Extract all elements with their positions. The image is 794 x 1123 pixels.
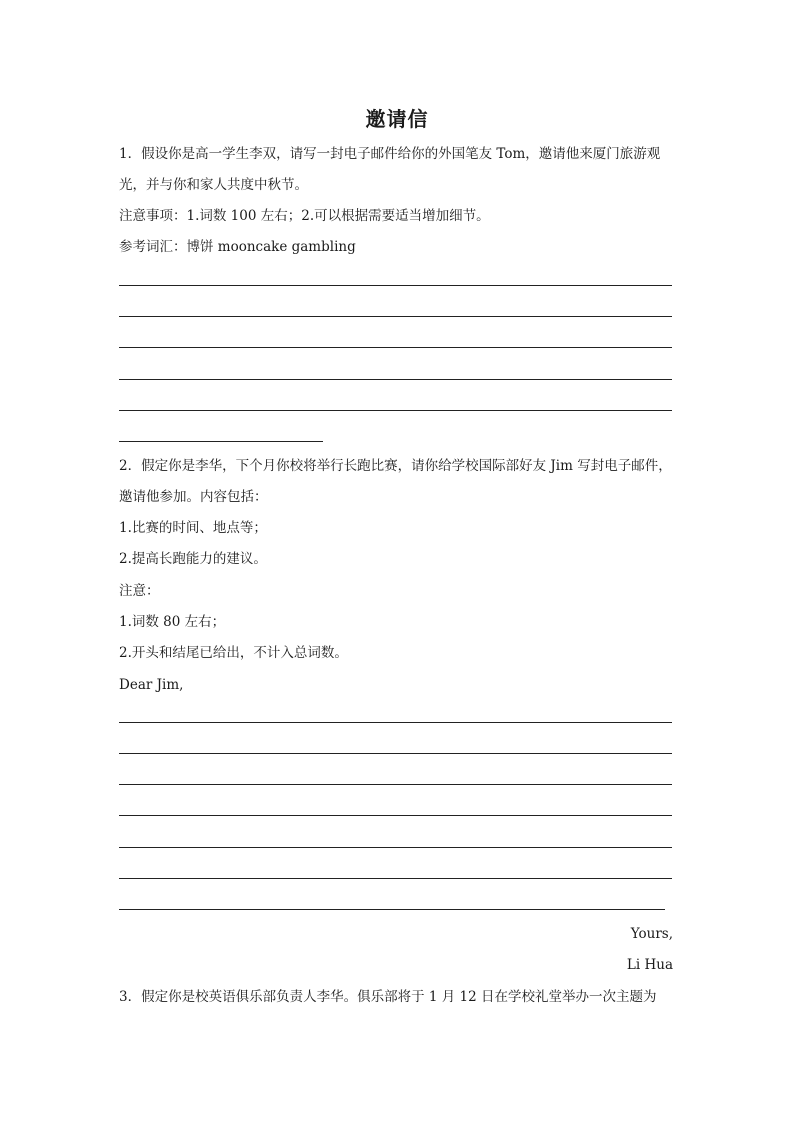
q2-signature: Li Hua bbox=[626, 957, 673, 973]
q2-note-label: 注意： bbox=[119, 583, 160, 599]
q2-closing: Yours, bbox=[630, 926, 673, 942]
q2-note2: 2.开头和结尾已给出，不计入总词数。 bbox=[119, 645, 348, 661]
q2-salutation: Dear Jim, bbox=[119, 677, 184, 693]
answer-line[interactable] bbox=[119, 285, 672, 286]
page-title: 邀请信 bbox=[365, 107, 429, 131]
answer-line-short[interactable] bbox=[119, 441, 323, 442]
q1-vocab: 参考词汇：博饼 mooncake gambling bbox=[119, 239, 356, 255]
q1-prompt-line2: 光，并与你和家人共度中秋节。 bbox=[119, 177, 308, 193]
q2-note1: 1.词数 80 左右； bbox=[119, 614, 226, 630]
q3-prompt-line1: 3．假定你是校英语俱乐部负责人李华。俱乐部将于 1 月 12 日在学校礼堂举办一次主题为 bbox=[119, 989, 657, 1005]
answer-line[interactable] bbox=[119, 909, 665, 910]
answer-line[interactable] bbox=[119, 753, 672, 754]
answer-line[interactable] bbox=[119, 379, 672, 380]
answer-line[interactable] bbox=[119, 410, 672, 411]
q2-point1: 1.比赛的时间、地点等； bbox=[119, 520, 267, 536]
answer-line[interactable] bbox=[119, 722, 672, 723]
q2-prompt-line2: 邀请他参加。内容包括： bbox=[119, 489, 268, 505]
q1-notes: 注意事项：1.词数 100 左右；2.可以根据需要适当增加细节。 bbox=[119, 208, 490, 224]
answer-line[interactable] bbox=[119, 784, 672, 785]
q2-point2: 2.提高长跑能力的建议。 bbox=[119, 551, 267, 567]
q1-prompt-line1: 1．假设你是高一学生李双，请写一封电子邮件给你的外国笔友 Tom，邀请他来厦门旅游观 bbox=[119, 146, 661, 162]
answer-line[interactable] bbox=[119, 316, 672, 317]
answer-line[interactable] bbox=[119, 847, 672, 848]
q2-prompt-line1: 2．假定你是李华，下个月你校将举行长跑比赛，请你给学校国际部好友 Jim 写封电子邮件， bbox=[119, 458, 672, 474]
answer-line[interactable] bbox=[119, 347, 672, 348]
answer-line[interactable] bbox=[119, 815, 672, 816]
answer-line[interactable] bbox=[119, 878, 672, 879]
